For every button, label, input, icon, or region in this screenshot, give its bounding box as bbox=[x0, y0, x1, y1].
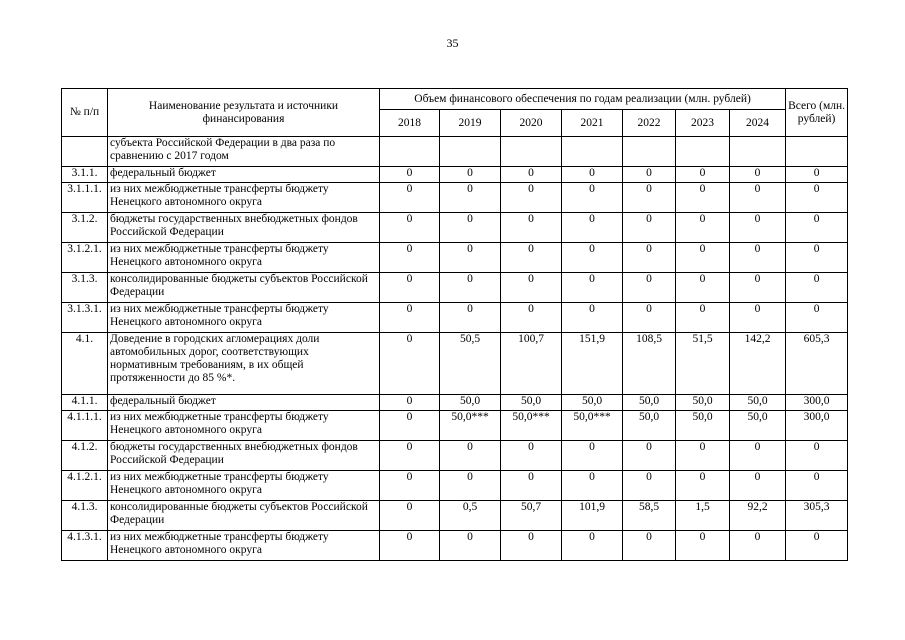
table-row bbox=[62, 395, 848, 411]
year-value: 0 bbox=[562, 273, 623, 303]
year-value: 101,9 bbox=[562, 501, 623, 531]
row-number: 4.1.1.1. bbox=[62, 411, 108, 441]
row-number: 4.1.1. bbox=[62, 395, 108, 411]
year-value: 0 bbox=[440, 531, 501, 561]
row-total: 0 bbox=[786, 167, 848, 183]
row-number: 3.1.1.1. bbox=[62, 183, 108, 213]
table-body bbox=[62, 137, 848, 561]
year-value: 0 bbox=[440, 303, 501, 333]
row-total: 0 bbox=[786, 183, 848, 213]
row-total: 0 bbox=[786, 531, 848, 561]
row-name: из них межбюджетные трансферты бюджету Ненецкого автономного округа bbox=[108, 471, 380, 501]
year-value: 0 bbox=[730, 167, 786, 183]
year-value bbox=[501, 137, 562, 167]
year-value: 0 bbox=[562, 213, 623, 243]
table-row bbox=[62, 303, 848, 333]
year-value: 0 bbox=[380, 213, 440, 243]
table-row bbox=[62, 183, 848, 213]
year-value: 0 bbox=[623, 183, 676, 213]
financing-table bbox=[61, 88, 848, 561]
year-value: 0 bbox=[501, 441, 562, 471]
year-value: 50,0 bbox=[501, 395, 562, 411]
year-value: 0 bbox=[676, 531, 730, 561]
header-year: 2022 bbox=[623, 110, 676, 137]
year-value: 0 bbox=[380, 273, 440, 303]
year-value: 50,0 bbox=[562, 395, 623, 411]
row-name: консолидированные бюджеты субъектов Российской Федерации bbox=[108, 273, 380, 303]
year-value: 0 bbox=[501, 273, 562, 303]
year-value: 100,7 bbox=[501, 333, 562, 395]
year-value: 0 bbox=[501, 167, 562, 183]
year-value: 1,5 bbox=[676, 501, 730, 531]
year-value: 50,0 bbox=[730, 395, 786, 411]
year-value: 0 bbox=[730, 243, 786, 273]
row-name: из них межбюджетные трансферты бюджету Ненецкого автономного округа bbox=[108, 531, 380, 561]
row-total bbox=[786, 137, 848, 167]
year-value: 0 bbox=[623, 531, 676, 561]
year-value: 0 bbox=[380, 471, 440, 501]
year-value: 58,5 bbox=[623, 501, 676, 531]
table-row bbox=[62, 273, 848, 303]
year-value: 0 bbox=[380, 441, 440, 471]
table-row bbox=[62, 243, 848, 273]
year-value: 0 bbox=[562, 471, 623, 501]
row-number: 3.1.1. bbox=[62, 167, 108, 183]
row-number: 4.1.3.1. bbox=[62, 531, 108, 561]
table-row bbox=[62, 441, 848, 471]
year-value: 0 bbox=[730, 183, 786, 213]
year-value: 0 bbox=[730, 531, 786, 561]
year-value: 0 bbox=[501, 213, 562, 243]
year-value: 0 bbox=[440, 213, 501, 243]
row-name: бюджеты государственных внебюджетных фондов Российской Федерации bbox=[108, 213, 380, 243]
year-value: 0 bbox=[440, 471, 501, 501]
row-total: 0 bbox=[786, 213, 848, 243]
year-value: 0 bbox=[380, 531, 440, 561]
row-name: федеральный бюджет bbox=[108, 167, 380, 183]
row-name: из них межбюджетные трансферты бюджету Ненецкого автономного округа bbox=[108, 243, 380, 273]
year-value: 0 bbox=[380, 243, 440, 273]
year-value: 0 bbox=[562, 441, 623, 471]
year-value: 0 bbox=[676, 471, 730, 501]
year-value: 50,0 bbox=[676, 395, 730, 411]
row-name: федеральный бюджет bbox=[108, 395, 380, 411]
year-value: 0 bbox=[730, 441, 786, 471]
table-row bbox=[62, 531, 848, 561]
year-value: 0 bbox=[676, 183, 730, 213]
year-value: 0 bbox=[501, 471, 562, 501]
year-value: 0 bbox=[501, 243, 562, 273]
year-value: 0 bbox=[676, 303, 730, 333]
year-value: 0 bbox=[623, 243, 676, 273]
row-name: субъекта Российской Федерации в два раза по сравнению с 2017 годом bbox=[108, 137, 380, 167]
year-value: 151,9 bbox=[562, 333, 623, 395]
row-number: 3.1.3.1. bbox=[62, 303, 108, 333]
year-value: 0 bbox=[501, 183, 562, 213]
table-row bbox=[62, 411, 848, 441]
year-value: 50,0*** bbox=[440, 411, 501, 441]
row-total: 0 bbox=[786, 243, 848, 273]
row-name: из них межбюджетные трансферты бюджету Ненецкого автономного округа bbox=[108, 411, 380, 441]
row-name: из них межбюджетные трансферты бюджету Ненецкого автономного округа bbox=[108, 183, 380, 213]
header-year: 2020 bbox=[501, 110, 562, 137]
row-number: 3.1.3. bbox=[62, 273, 108, 303]
header-name: Наименование результата и источники финансирования bbox=[108, 89, 380, 137]
year-value: 0 bbox=[440, 243, 501, 273]
row-total: 300,0 bbox=[786, 411, 848, 441]
year-value: 0 bbox=[380, 333, 440, 395]
header-num: № п/п bbox=[62, 89, 108, 137]
row-number: 4.1.2. bbox=[62, 441, 108, 471]
year-value: 50,0*** bbox=[562, 411, 623, 441]
year-value: 0,5 bbox=[440, 501, 501, 531]
year-value: 50,0 bbox=[730, 411, 786, 441]
year-value: 0 bbox=[380, 303, 440, 333]
table-row bbox=[62, 471, 848, 501]
year-value: 0 bbox=[730, 303, 786, 333]
row-total: 0 bbox=[786, 303, 848, 333]
year-value: 0 bbox=[623, 441, 676, 471]
table-row bbox=[62, 167, 848, 183]
year-value: 0 bbox=[440, 167, 501, 183]
table-row bbox=[62, 137, 848, 167]
row-name: бюджеты государственных внебюджетных фондов Российской Федерации bbox=[108, 441, 380, 471]
year-value bbox=[380, 137, 440, 167]
year-value bbox=[676, 137, 730, 167]
year-value: 0 bbox=[380, 411, 440, 441]
year-value: 50,0 bbox=[623, 395, 676, 411]
year-value: 0 bbox=[440, 183, 501, 213]
table-row bbox=[62, 501, 848, 531]
year-value bbox=[623, 137, 676, 167]
year-value: 0 bbox=[623, 167, 676, 183]
row-total: 605,3 bbox=[786, 333, 848, 395]
row-number: 4.1. bbox=[62, 333, 108, 395]
year-value: 0 bbox=[440, 273, 501, 303]
row-total: 300,0 bbox=[786, 395, 848, 411]
year-value: 0 bbox=[562, 183, 623, 213]
year-value: 50,0 bbox=[623, 411, 676, 441]
row-total: 305,3 bbox=[786, 501, 848, 531]
row-number: 3.1.2.1. bbox=[62, 243, 108, 273]
year-value: 0 bbox=[676, 167, 730, 183]
row-number: 4.1.2.1. bbox=[62, 471, 108, 501]
year-value: 0 bbox=[501, 303, 562, 333]
year-value: 0 bbox=[623, 273, 676, 303]
year-value: 0 bbox=[623, 471, 676, 501]
row-number: 4.1.3. bbox=[62, 501, 108, 531]
year-value: 0 bbox=[562, 167, 623, 183]
year-value: 0 bbox=[730, 213, 786, 243]
header-total: Всего (млн. рублей) bbox=[786, 89, 848, 137]
year-value: 50,5 bbox=[440, 333, 501, 395]
year-value: 0 bbox=[501, 531, 562, 561]
year-value: 50,0*** bbox=[501, 411, 562, 441]
year-value: 0 bbox=[380, 395, 440, 411]
year-value: 142,2 bbox=[730, 333, 786, 395]
row-total: 0 bbox=[786, 441, 848, 471]
row-name: Доведение в городских агломерациях доли автомобильных дорог, соответствующих нормативным требованиям, в их общей протяженности до 85 %*. bbox=[108, 333, 380, 395]
year-value: 0 bbox=[730, 273, 786, 303]
year-value: 50,0 bbox=[440, 395, 501, 411]
row-total: 0 bbox=[786, 471, 848, 501]
year-value: 0 bbox=[562, 531, 623, 561]
year-value: 50,0 bbox=[676, 411, 730, 441]
row-number bbox=[62, 137, 108, 167]
header-volume: Объем финансового обеспечения по годам реализации (млн. рублей) bbox=[380, 89, 786, 110]
header-year: 2021 bbox=[562, 110, 623, 137]
table-row bbox=[62, 213, 848, 243]
year-value: 0 bbox=[676, 243, 730, 273]
year-value: 0 bbox=[440, 441, 501, 471]
header-year: 2023 bbox=[676, 110, 730, 137]
year-value: 0 bbox=[676, 273, 730, 303]
year-value: 0 bbox=[676, 441, 730, 471]
year-value: 51,5 bbox=[676, 333, 730, 395]
year-value: 0 bbox=[562, 243, 623, 273]
row-total: 0 bbox=[786, 273, 848, 303]
table-row bbox=[62, 333, 848, 395]
header-year: 2024 bbox=[730, 110, 786, 137]
row-number: 3.1.2. bbox=[62, 213, 108, 243]
year-value: 0 bbox=[380, 501, 440, 531]
page-number: 35 bbox=[446, 36, 459, 50]
year-value: 0 bbox=[730, 471, 786, 501]
year-value: 50,7 bbox=[501, 501, 562, 531]
year-value: 0 bbox=[623, 213, 676, 243]
header-year: 2019 bbox=[440, 110, 501, 137]
year-value: 0 bbox=[562, 303, 623, 333]
year-value: 0 bbox=[380, 167, 440, 183]
year-value: 0 bbox=[380, 183, 440, 213]
header-year: 2018 bbox=[380, 110, 440, 137]
year-value bbox=[562, 137, 623, 167]
year-value bbox=[440, 137, 501, 167]
year-value: 108,5 bbox=[623, 333, 676, 395]
row-name: консолидированные бюджеты субъектов Российской Федерации bbox=[108, 501, 380, 531]
year-value: 92,2 bbox=[730, 501, 786, 531]
row-name: из них межбюджетные трансферты бюджету Ненецкого автономного округа bbox=[108, 303, 380, 333]
year-value bbox=[730, 137, 786, 167]
year-value: 0 bbox=[623, 303, 676, 333]
year-value: 0 bbox=[676, 213, 730, 243]
